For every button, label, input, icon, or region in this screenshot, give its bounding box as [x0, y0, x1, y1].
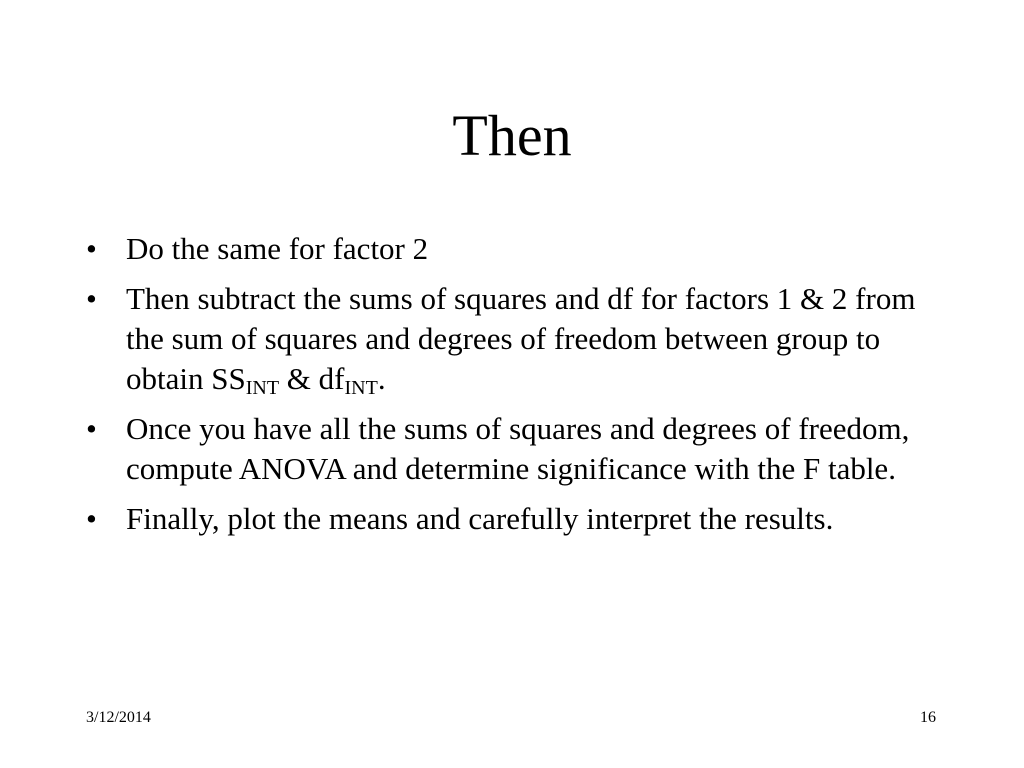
- bullet-list: [86, 229, 954, 549]
- bullet-item: [86, 279, 954, 399]
- bullet-text: Finally, plot the means and carefully interpret the results.: [126, 501, 834, 536]
- footer-page-number: 16: [920, 709, 936, 726]
- bullet-item: [86, 229, 954, 269]
- bullet-text: [126, 281, 916, 399]
- bullet-item: [86, 409, 954, 489]
- bullet-text-part: Then subtract the sums of squares and df for factors 1 & 2 from the sum of squares and degrees of freedom between group to obtain SS: [126, 281, 916, 396]
- bullet-icon: •: [86, 501, 97, 536]
- bullet-text-part: & df: [279, 361, 345, 396]
- bullet-text: Once you have all the sums of squares and degrees of freedom, compute ANOVA and determine significance with the F table.: [126, 411, 910, 486]
- bullet-item: [86, 499, 954, 539]
- footer-date: 3/12/2014: [86, 709, 151, 726]
- bullet-icon: •: [86, 281, 97, 316]
- bullet-text-part: .: [377, 361, 386, 396]
- subscript-int: INT: [245, 377, 280, 399]
- subscript-int: INT: [344, 377, 378, 399]
- bullet-icon: •: [86, 411, 97, 446]
- bullet-icon: •: [86, 231, 97, 266]
- slide-title: Then: [452, 103, 572, 168]
- bullet-text: Do the same for factor 2: [126, 231, 429, 266]
